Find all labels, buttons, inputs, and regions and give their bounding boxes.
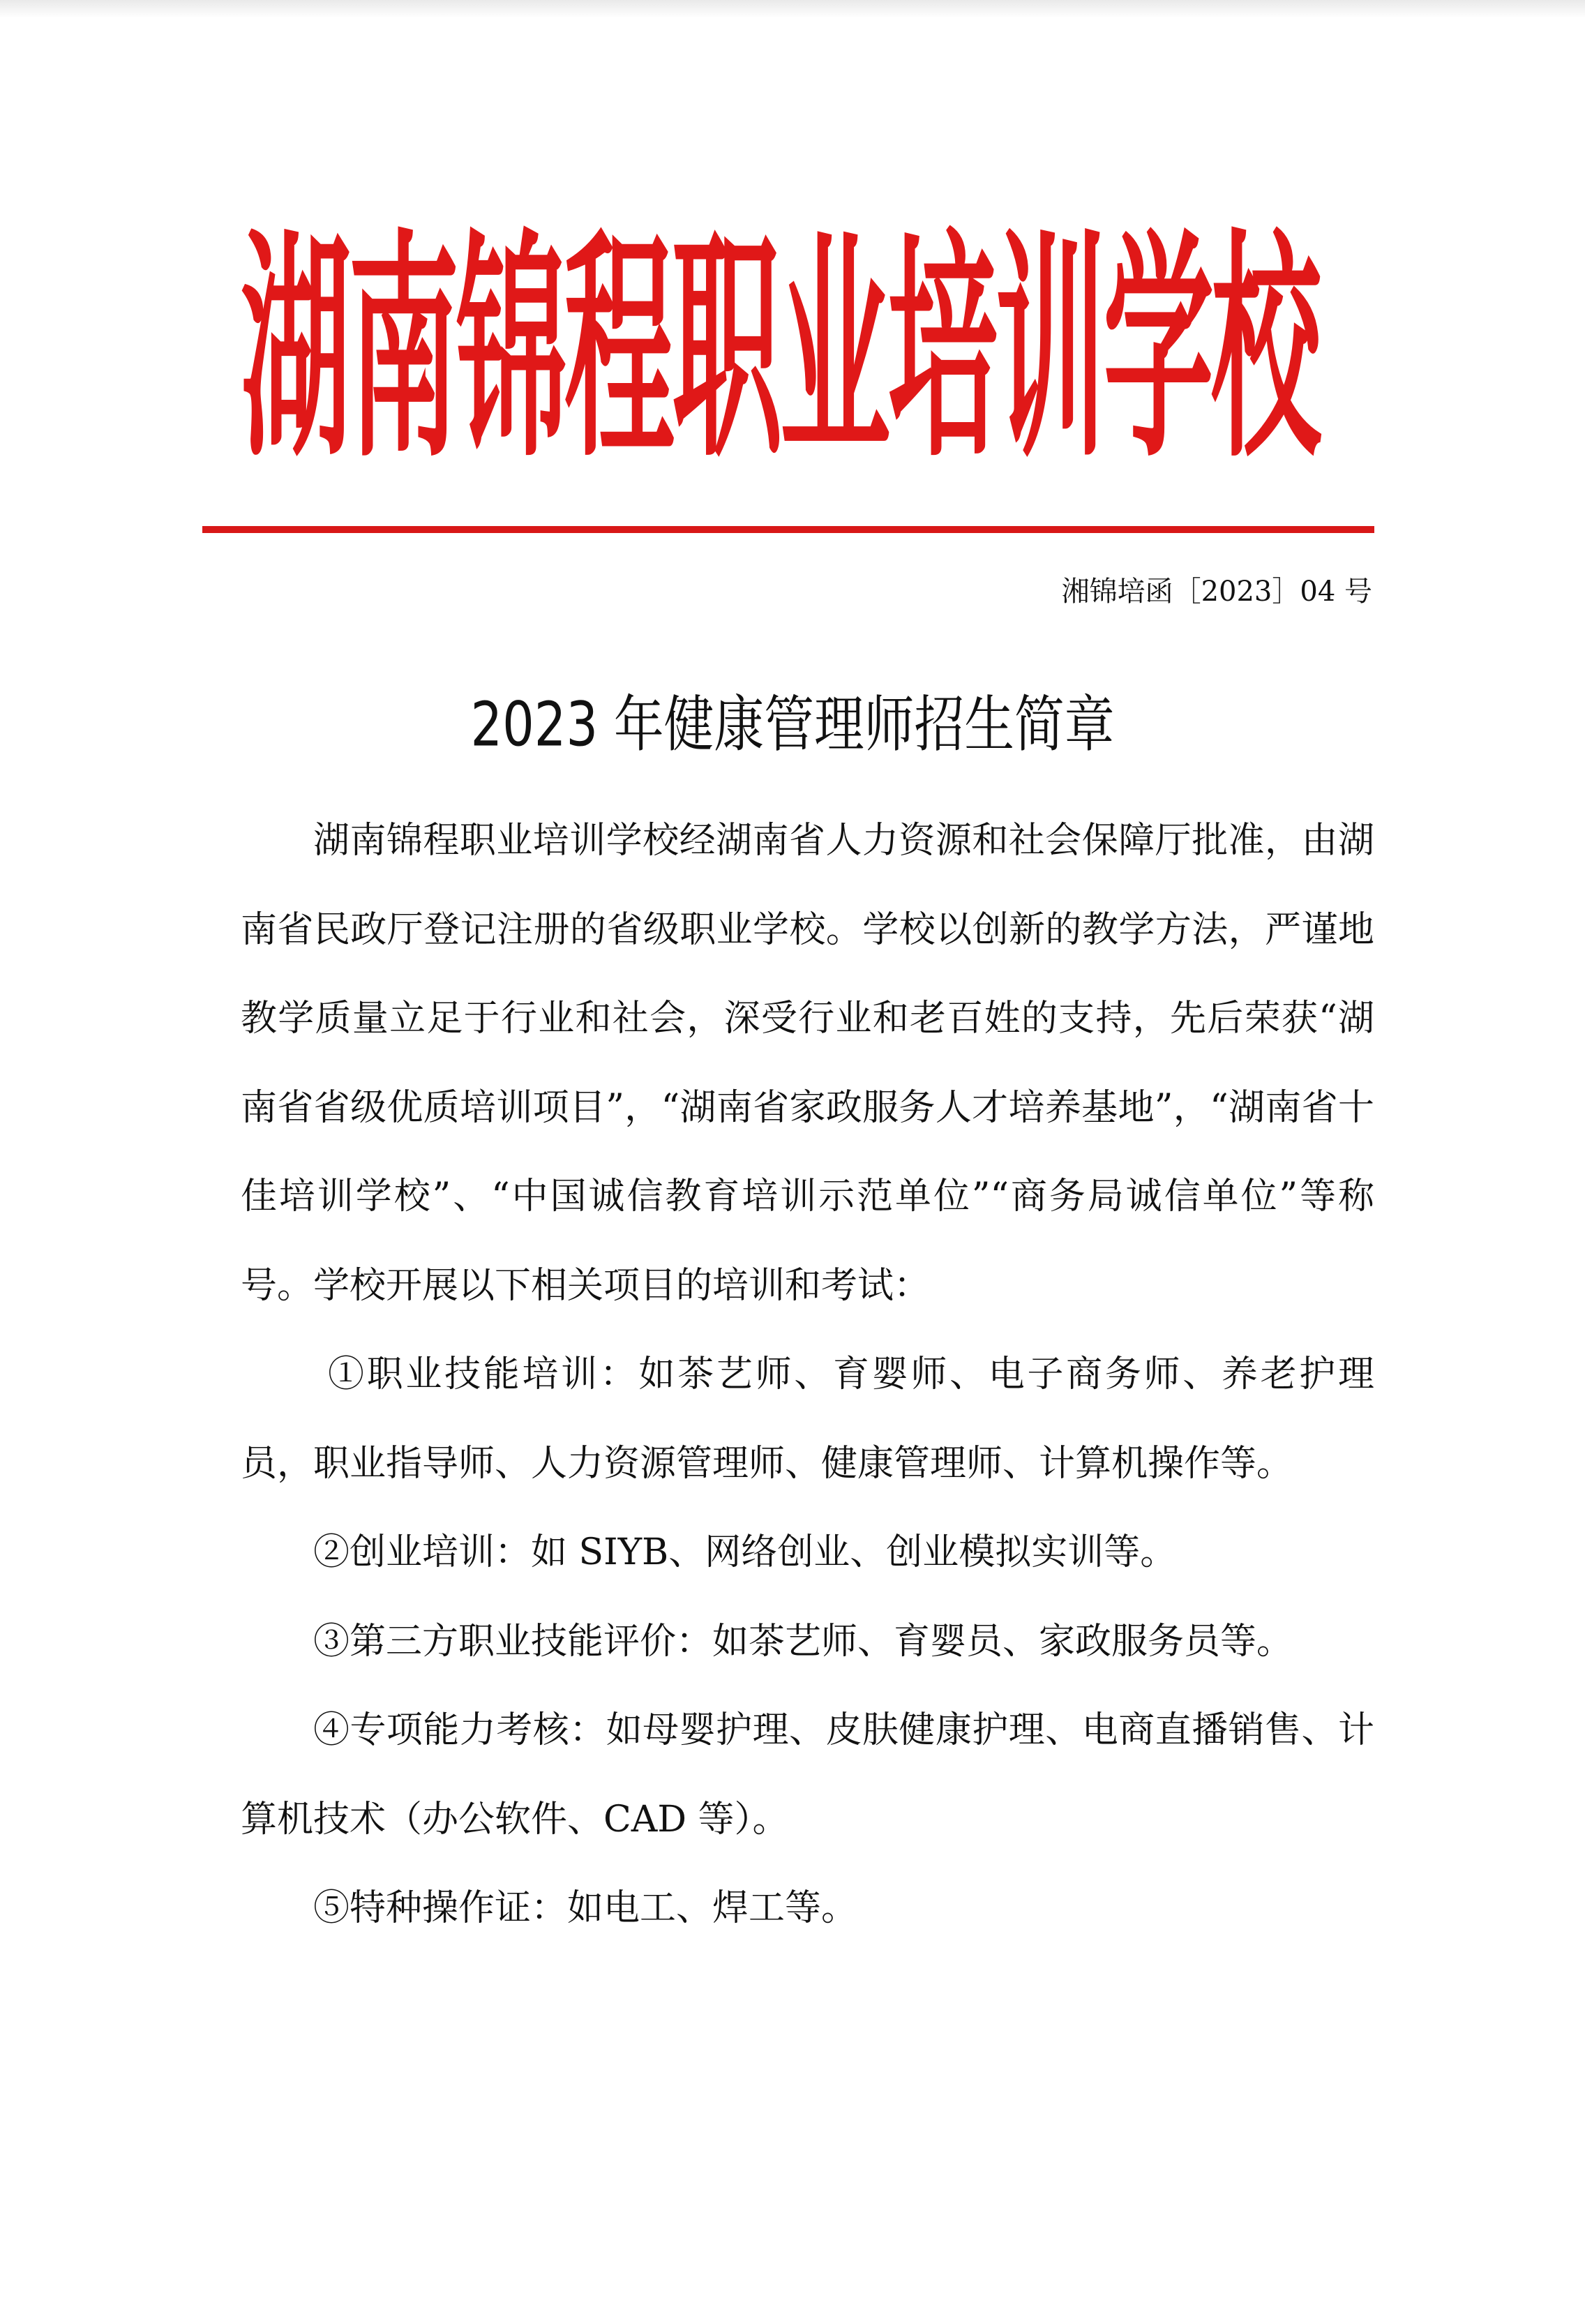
letterhead-org-name: 湖南锦程职业培训学校 — [241, 209, 1319, 490]
item-entrepreneurship: ②创业培训：如 SIYB、网络创业、创业模拟实训等。 — [313, 1531, 1177, 1573]
intro-paragraph: 湖南锦程职业培训学校经湖南省人力资源和社会保障厅批准，由湖南省民政厅登记注册的省级职业学校。学校以创新的教学方法，严谨地教学质量立足于行业和社会，深受行业和老百姓的支持，先后荣获“湖南省省级优质培训项目”，“湖南省家政服务人才培养基地”，“湖南省十佳培训学校”、“中国诚信教育培训示范单位”“商务局诚信单位”等称号。学校开展以下相关项目的培训和考试： — [241, 820, 1374, 1307]
item-third-party-evaluation: ③第三方职业技能评价：如茶艺师、育婴员、家政服务员等。 — [313, 1620, 1293, 1663]
letterhead — [241, 209, 1343, 490]
document-title: 2023 年健康管理师招生简章 — [470, 690, 1115, 760]
item-special-operation: ⑤特种操作证：如电工、焊工等。 — [313, 1887, 858, 1929]
item-vocational-skills: ①职业技能培训：如茶艺师、育婴师、电子商务师、养老护理员，职业指导师、人力资源管理师、健康管理师、计算机操作等。 — [241, 1354, 1374, 1485]
document-body — [241, 797, 1374, 1954]
scan-edge — [0, 0, 1585, 18]
item-special-ability: ④专项能力考核：如母婴护理、皮肤健康护理、电商直播销售、计算机技术（办公软件、CAD 等）。 — [241, 1709, 1374, 1841]
document-number: 湘锦培函［2023］04 号 — [1061, 576, 1372, 608]
letterhead-divider — [202, 526, 1374, 533]
